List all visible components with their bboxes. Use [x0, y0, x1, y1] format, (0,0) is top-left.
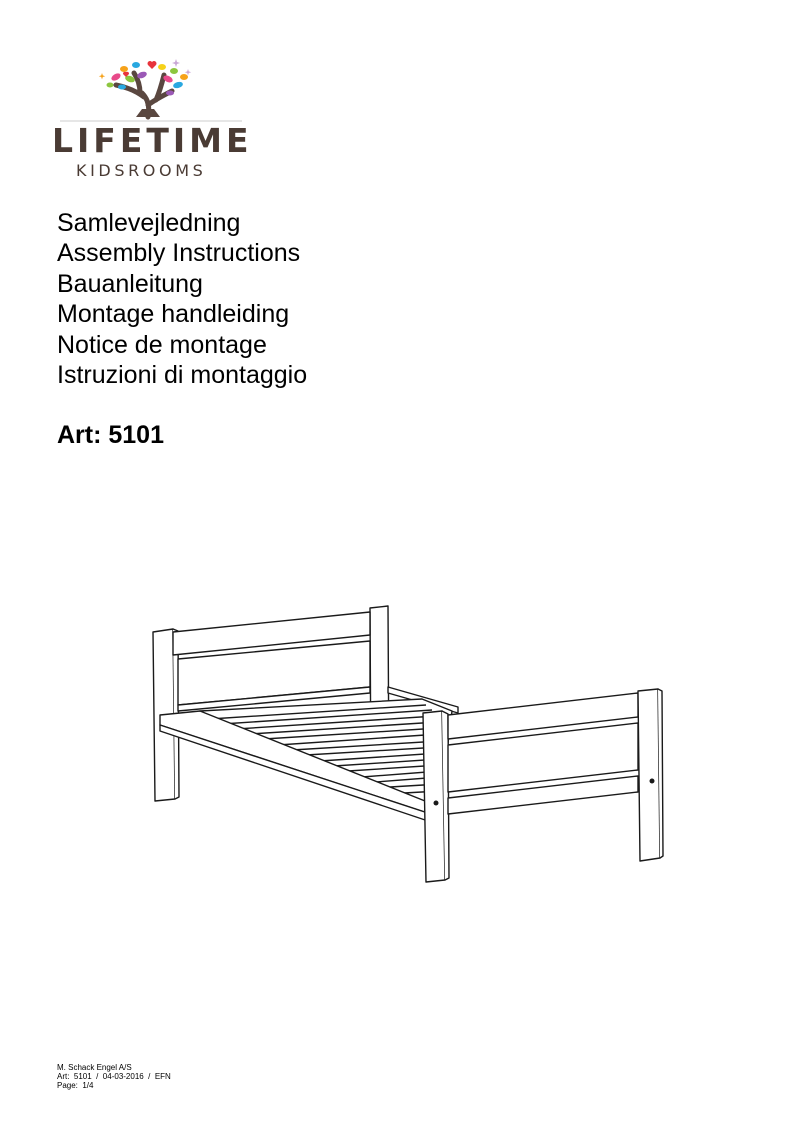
title-danish: Samlevejledning	[57, 209, 241, 237]
title-english: Assembly Instructions	[57, 239, 301, 268]
title-dutch: Montage handleiding	[57, 300, 290, 329]
brand-subtitle: KIDSROOMS	[76, 161, 207, 180]
brand-logo	[52, 55, 252, 185]
bed-illustration	[140, 595, 680, 895]
tree-logo-icon	[52, 55, 252, 123]
title-german: Bauanleitung	[57, 269, 203, 298]
title-list	[57, 208, 307, 390]
footer-company: M. Schack Engel A/S	[57, 1063, 132, 1072]
title-italian: Istruzioni di montaggio	[57, 361, 308, 390]
title-french: Notice de montage	[57, 330, 267, 359]
brand-name: LIFETIME	[52, 121, 253, 160]
article-number: Art: 5101	[57, 421, 164, 449]
document-footer	[57, 1063, 171, 1090]
footer-art-line: Art: 5101 / 04-03-2016 / EFN	[57, 1072, 171, 1081]
footer-page: Page: 1/4	[57, 1081, 94, 1090]
